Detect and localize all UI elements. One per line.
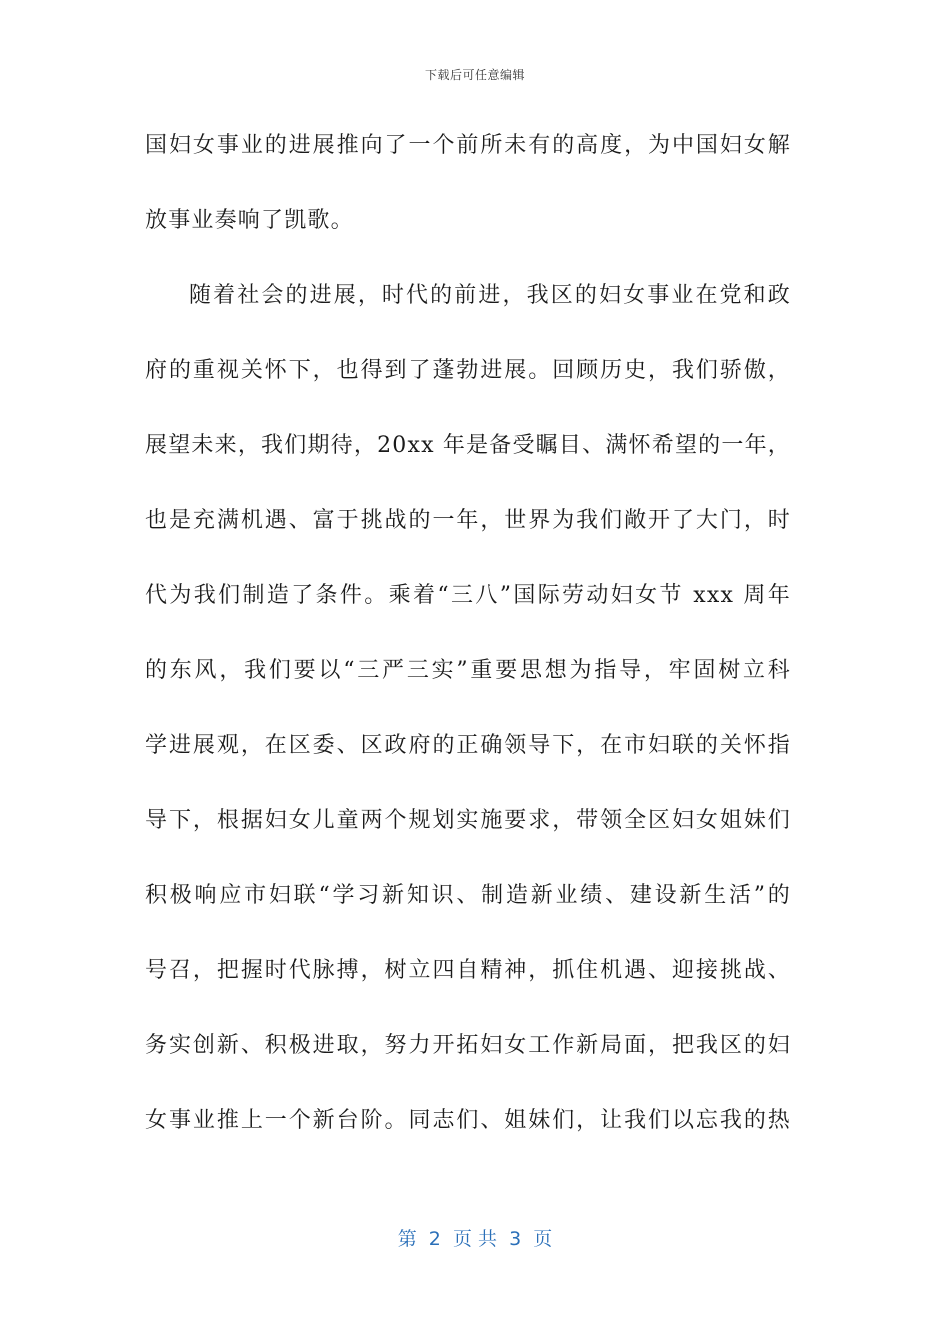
- text-line-4: 府的重视关怀下，也得到了蓬勃进展。回顾历史，我们骄傲，: [145, 358, 791, 383]
- text-line-8: 的东风，我们要以“三严三实”重要思想为指导，牢固树立科: [145, 658, 791, 683]
- text-line-14: 女事业推上一个新台阶。同志们、姐妹们，让我们以忘我的热: [145, 1108, 791, 1133]
- text-line-7: 代为我们制造了条件。乘着“三八”国际劳动妇女节 xxx 周年: [145, 583, 791, 608]
- text-line-2: 放事业奏响了凯歌。: [145, 208, 354, 233]
- text-line-11: 积极响应市妇联“学习新知识、制造新业绩、建设新生活”的: [145, 883, 791, 908]
- text-line-13: 务实创新、积极进取，努力开拓妇女工作新局面，把我区的妇: [145, 1033, 791, 1058]
- text-line-5: 展望未来，我们期待，20xx 年是备受瞩目、满怀希望的一年，: [145, 433, 791, 458]
- text-line-12: 号召，把握时代脉搏，树立四自精神，抓住机遇、迎接挑战、: [145, 958, 791, 983]
- text-line-3: 随着社会的进展，时代的前进，我区的妇女事业在党和政: [189, 283, 791, 308]
- text-line-1: 国妇女事业的进展推向了一个前所未有的高度，为中国妇女解: [145, 133, 791, 158]
- text-line-10: 导下，根据妇女儿童两个规划实施要求，带领全区妇女姐妹们: [145, 808, 791, 833]
- page-number-footer: 第 2 页 共 3 页: [397, 1228, 553, 1250]
- text-line-9: 学进展观，在区委、区政府的正确领导下，在市妇联的关怀指: [145, 733, 791, 758]
- page-header: 下载后可任意编辑: [424, 68, 525, 82]
- text-line-6: 也是充满机遇、富于挑战的一年，世界为我们敞开了大门，时: [145, 508, 791, 533]
